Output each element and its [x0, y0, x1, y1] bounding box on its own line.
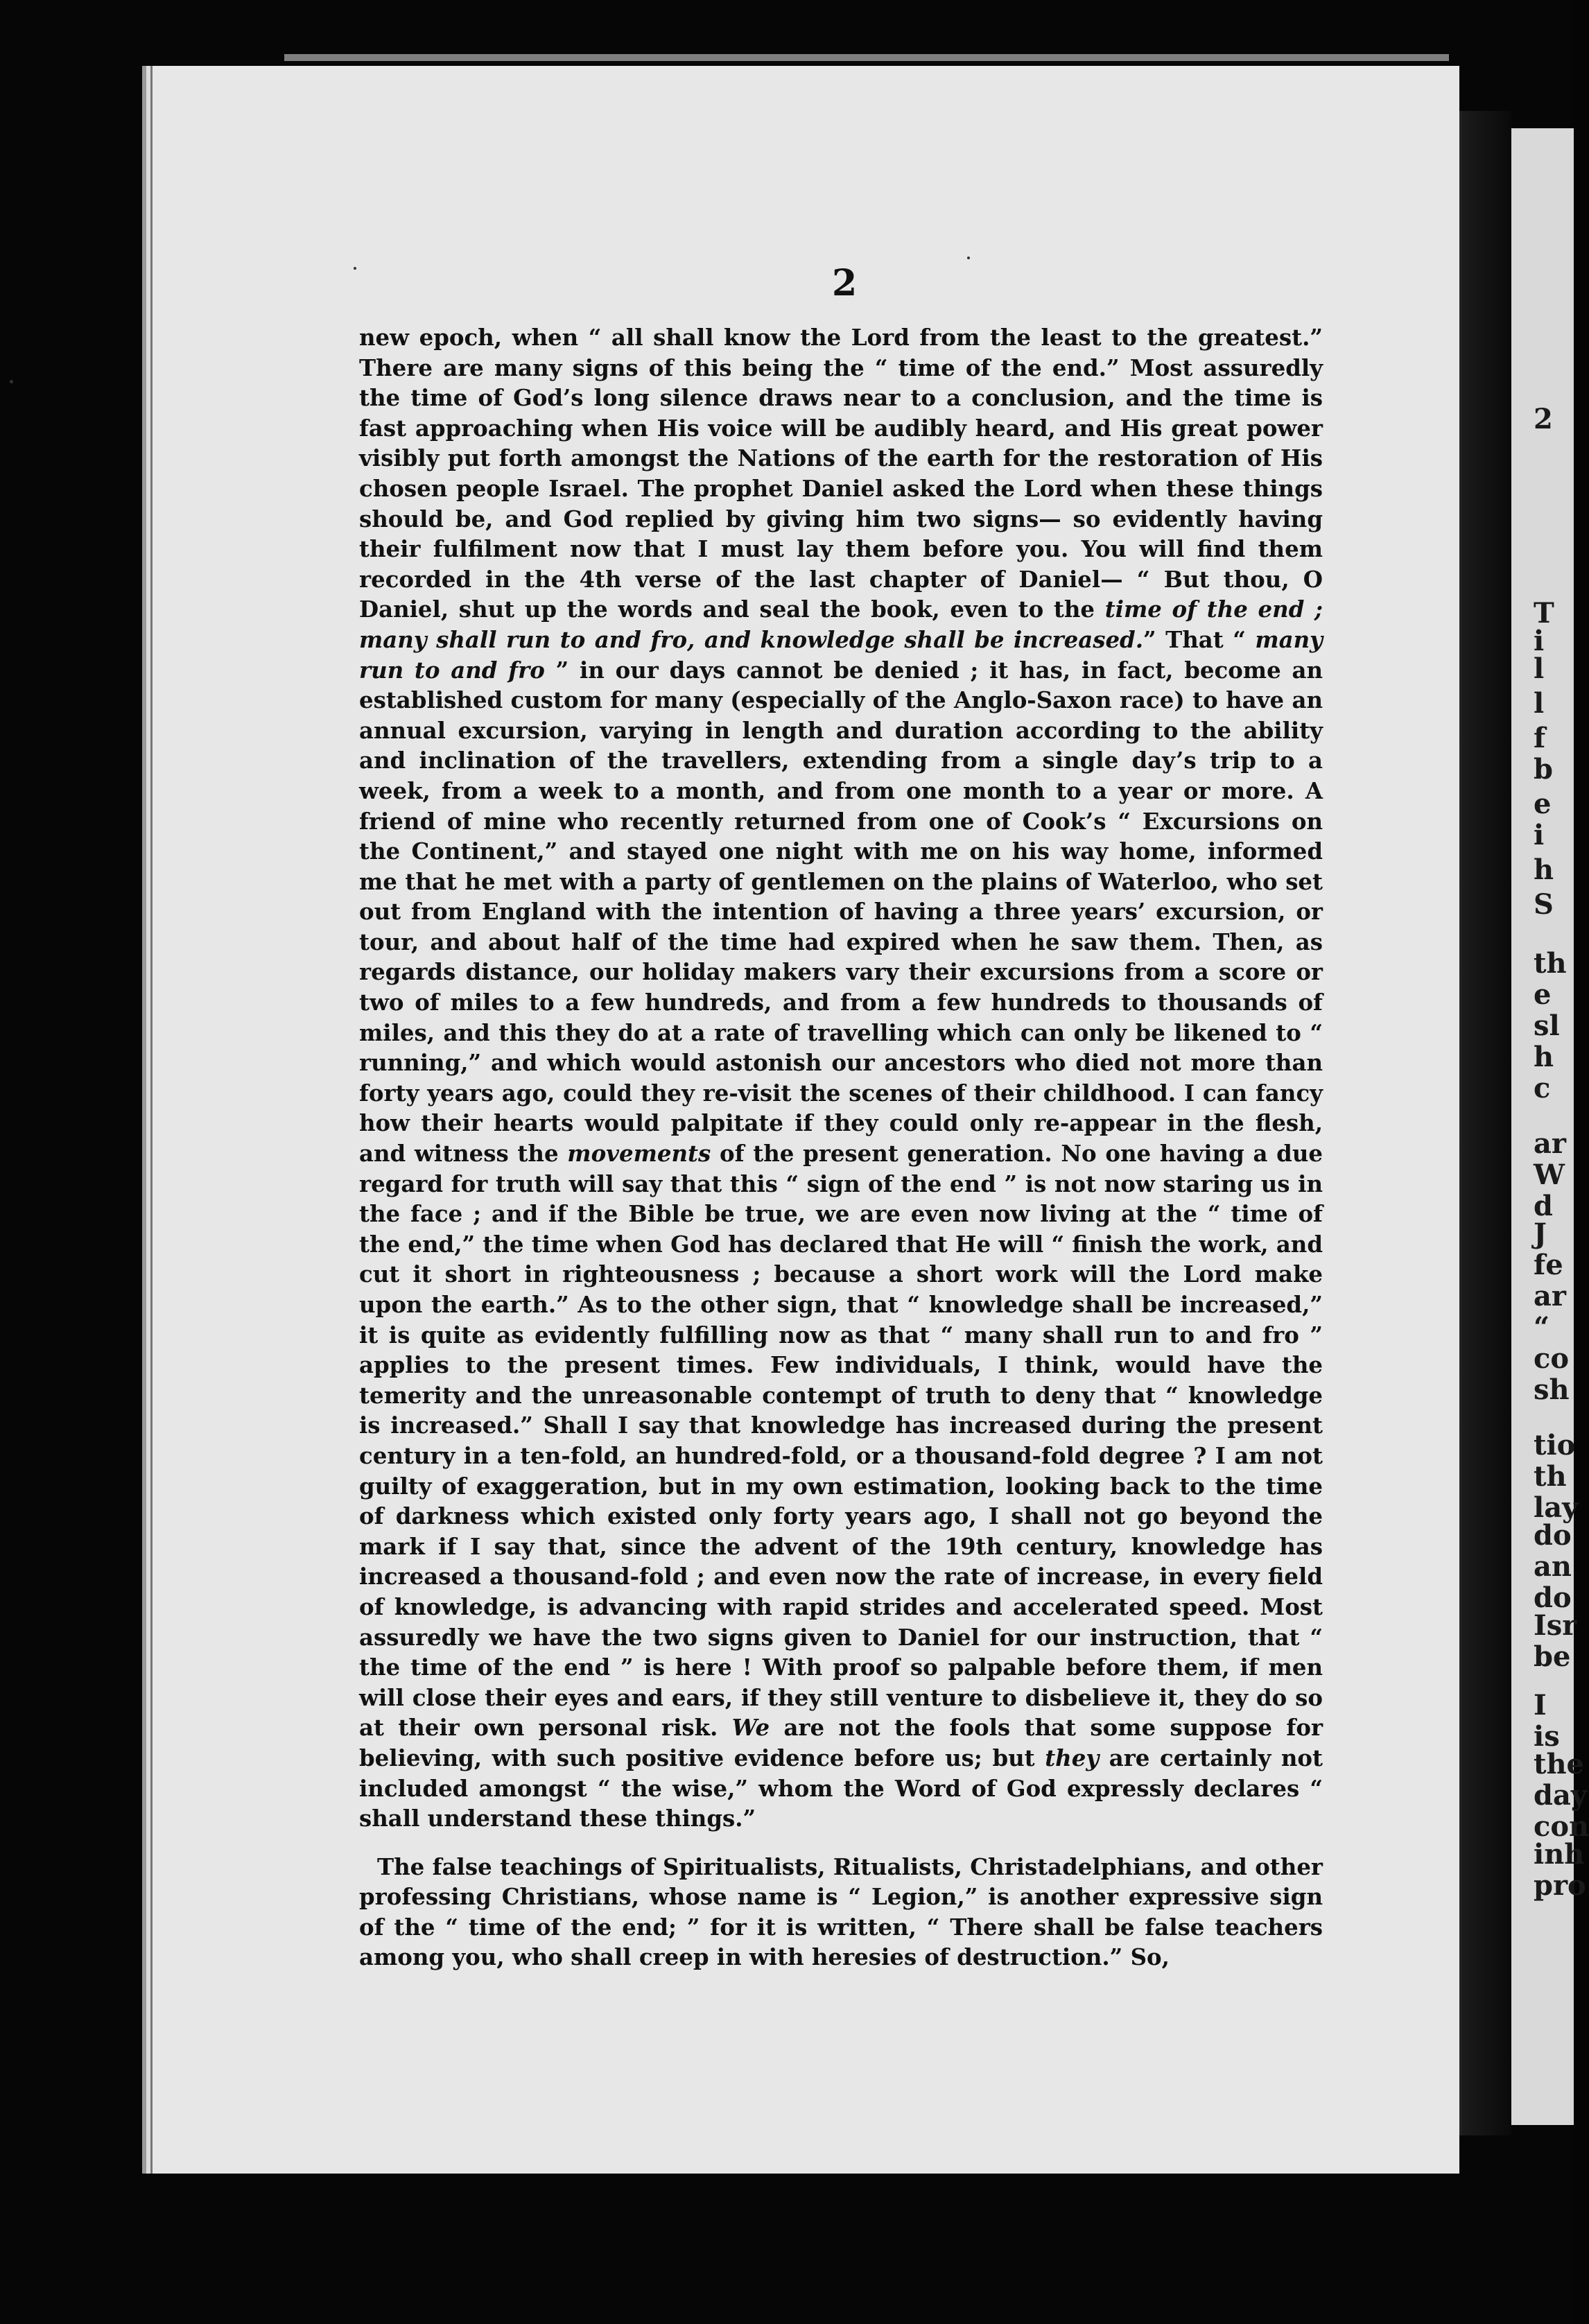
adjacent-page-edge	[1511, 128, 1589, 2125]
text-run: ” That “	[1143, 626, 1256, 653]
adjacent-page-text-fragment: th	[1534, 1460, 1567, 1493]
adjacent-page-text-fragment: do	[1534, 1581, 1572, 1614]
text-run: ” in our days cannot be denied ; it has, in fact, become an established custom for many (especially of the Anglo-Saxon race) to have an annual excursion, varying in length and duration according to the ability and inclination of the travellers, extending from a single day’s trip to a week, from a week to a month, and from one month to a year or more. A friend of mine who recently returned from one of Cook’s “ Excursions on the Continent,” and stayed one night with me on his way home, informed me that he met with a party of gentlemen on the plains of Waterloo, who set out from England with the intention of having a three years’ excursion, or tour, and about half of the time had expired when he saw them. Then, as regards distance, our holiday makers vary their excursions from a score or two of miles to a few hundreds, and from a few hundreds to thousands of miles, and this they do at a rate of travelling which can only be likened to “ running,” and which would astonish our ancestors who died not more than forty years ago, could they re-visit the scenes of their childhood. I can fancy how their hearts would palpitate if they could only re-appear in the flesh, and witness the	[359, 657, 1323, 1168]
paragraph-1	[359, 323, 1323, 1835]
italic-we: We	[731, 1715, 770, 1742]
italic-quote-daniel: time of the end ; many shall run to and fro, and knowledge shall be increased.	[359, 596, 1323, 653]
page-number: 2	[832, 262, 858, 304]
adjacent-page-text-fragment: c	[1534, 1072, 1551, 1104]
adjacent-page-text-fragment: con	[1534, 1810, 1589, 1843]
adjacent-page-text-fragment: b	[1534, 753, 1553, 786]
adjacent-page-text-fragment: lay	[1534, 1491, 1579, 1524]
adjacent-page-text-fragment: h	[1534, 1041, 1554, 1073]
adjacent-page-text-fragment: ar	[1534, 1280, 1566, 1312]
scan-speck	[354, 267, 356, 270]
adjacent-page-text-fragment: sh	[1534, 1373, 1570, 1406]
adjacent-page-text-fragment: e	[1534, 978, 1552, 1011]
adjacent-page-text-fragment: d	[1534, 1190, 1553, 1222]
adjacent-page-text-fragment: be	[1534, 1640, 1571, 1673]
adjacent-page-text-fragment: S	[1534, 888, 1554, 921]
adjacent-page-text-fragment: the	[1534, 1748, 1585, 1780]
adjacent-page-text-fragment: sl	[1534, 1009, 1560, 1042]
scan-speck	[967, 257, 970, 259]
adjacent-page-text-fragment: fe	[1534, 1249, 1563, 1281]
adjacent-page-text-fragment: I	[1534, 1689, 1547, 1722]
adjacent-page-text-fragment: pro	[1534, 1869, 1586, 1902]
adjacent-page-text-fragment: co	[1534, 1342, 1570, 1375]
page-top-edge	[284, 54, 1449, 61]
adjacent-page-text-fragment: “	[1534, 1311, 1550, 1344]
adjacent-page-text-fragment: day	[1534, 1779, 1588, 1812]
adjacent-page-text-fragment: tio	[1534, 1429, 1576, 1462]
adjacent-page-text-fragment: l	[1534, 652, 1545, 685]
adjacent-page-text-fragment: is	[1534, 1720, 1560, 1753]
text-run: are certainly not included amongst “ the wise,” whom the Word of God expressly declares “ shall understand these things.”	[359, 1744, 1323, 1832]
adjacent-page-text-fragment: th	[1534, 947, 1567, 980]
italic-movements: movements	[567, 1141, 711, 1168]
text-run: new epoch, when “ all shall know the Lord from the least to the greatest.” There are many signs of this being the “ time of the end.” Most assuredly the time of God’s long silence draws near to a conclusion, and the time is fast approaching when His voice will be audibly heard, and His great power visibly put forth amongst the Nations of the earth for the restoration of His chosen people Israel. The prophet Daniel asked the Lord when these things should be, and God replied by giving him two signs— so evidently having their fulfilment now that I must lay them before you. You will find them recorded in the 4th verse of the last chapter of Daniel— “ But thou, O Daniel, shut up the words and seal the book, even to the	[359, 324, 1323, 623]
adjacent-page-text-fragment: an	[1534, 1550, 1572, 1583]
adjacent-page-text-fragment: i	[1534, 819, 1545, 851]
text-run: of the present generation. No one having a due regard for truth will say that this “ sign of the end ” is not now staring us in the face ; and if the Bible be true, we are even now living at the “ time of the end,” the time when God has declared that He will “ finish the work, and cut it short in righteousness ; because a short work will the Lord make upon the earth.” As to the other sign, that “ knowledge shall be increased,” it is quite as evidently fulfilling now as that “ many shall run to and fro ” applies to the present times. Few individuals, I think, would have the temerity and the unreasonable contempt of truth to deny that “ knowledge is increased.” Shall I say that knowledge has increased during the present century in a ten-fold, an hundred-fold, or a thousand-fold degree ? I am not guilty of exaggeration, but in my own estimation, looking back to the time of darkness which existed only forty years ago, I shall not go beyond the mark if I say that, since the advent of the 19th century, knowledge has increased a thousand-fold ; and even now the rate of increase, in every field of knowledge, is advancing with rapid strides and accelerated speed. Most assuredly we have the two signs given to Daniel for our instruction, that “ the time of the end ” is here ! With proof so palpable before them, if men will close their eyes and ears, if they still venture to disbelieve it, they do so at their own personal risk.	[359, 1141, 1323, 1742]
adjacent-page-text-fragment: i	[1534, 625, 1545, 657]
adjacent-page-text-fragment: W	[1534, 1159, 1565, 1191]
adjacent-page-text-fragment: inh	[1534, 1838, 1585, 1871]
paragraph-2: The false teachings of Spiritualists, Ritualists, Christadelphians, and other professing Christians, whose name is “ Legion,” is another expressive sign of the “ time of the end; ” for it is written, “ There shall be false teachers among you, who shall creep in with heresies of destruction.” So,	[359, 1853, 1323, 1971]
adjacent-page-text-fragment: T	[1534, 597, 1554, 630]
adjacent-page-text-fragment: h	[1534, 853, 1554, 886]
adjacent-page-text-fragment: 2	[1534, 403, 1553, 435]
italic-run-to-and-fro: many run to and fro	[359, 626, 1323, 684]
adjacent-page-text-fragment: ar	[1534, 1127, 1566, 1160]
adjacent-page-text-fragment: do	[1534, 1519, 1572, 1552]
page-body-text	[359, 323, 1323, 1973]
scan-speck	[10, 380, 13, 383]
adjacent-page-text-fragment: Isr	[1534, 1609, 1577, 1642]
adjacent-page-text-fragment: l	[1534, 687, 1545, 720]
adjacent-page-text-fragment: J	[1534, 1217, 1547, 1250]
adjacent-page-text-fragment: e	[1534, 788, 1552, 820]
adjacent-page-text-fragment: f	[1534, 722, 1546, 754]
text-run: are not the fools that some suppose for believing, with such positive evidence before us; but	[359, 1715, 1323, 1771]
italic-they: they	[1045, 1744, 1100, 1771]
